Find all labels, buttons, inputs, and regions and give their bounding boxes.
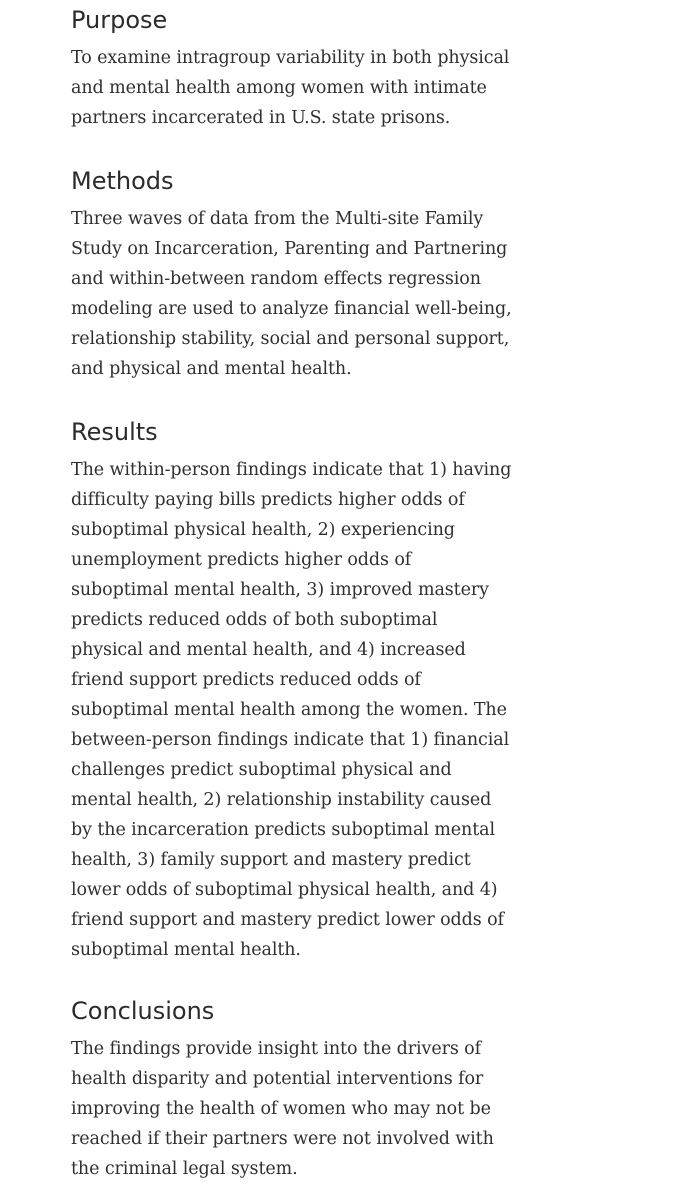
text-line: by the incarceration predicts suboptimal mental [71, 820, 495, 840]
text-line: improving the health of women who may not be [71, 1099, 491, 1119]
text-line: suboptimal physical health, 2) experiencing [71, 520, 455, 540]
text-line: To examine intragroup variability in both physical [71, 48, 510, 68]
text-line: health disparity and potential interventions for [71, 1069, 484, 1089]
text-line: modeling are used to analyze financial well-being, [71, 299, 512, 319]
text-line: physical and mental health, and 4) increased [71, 640, 466, 660]
text-line: friend support predicts reduced odds of [71, 670, 421, 690]
methods-section [71, 161, 512, 381]
text-line: health, 3) family support and mastery predict [71, 850, 471, 870]
purpose-text [71, 43, 509, 133]
text-line: suboptimal mental health among the women. The [71, 700, 507, 720]
text-line: Study on Incarceration, Parenting and Partnering [71, 239, 508, 259]
conclusions-heading: Conclusions [71, 997, 215, 1025]
purpose-heading: Purpose [71, 6, 168, 34]
text-line: partners incarcerated in U.S. state prisons. [71, 108, 451, 128]
methods-heading: Methods [71, 167, 174, 195]
text-line: relationship stability, social and personal support, [71, 329, 510, 349]
text-line: The within-person findings indicate that 1) having [71, 460, 512, 480]
text-line: and mental health among women with intimate [71, 78, 487, 98]
results-text [71, 455, 511, 965]
results-heading: Results [71, 418, 158, 446]
results-section [71, 412, 511, 962]
methods-text [71, 204, 512, 384]
text-line: suboptimal mental health, 3) improved mastery [71, 580, 489, 600]
conclusions-section [71, 991, 494, 1181]
text-line: reached if their partners were not involved with [71, 1129, 494, 1149]
text-line: between-person findings indicate that 1) financial [71, 730, 510, 750]
text-line: predicts reduced odds of both suboptimal [71, 610, 438, 630]
conclusions-text [71, 1034, 494, 1184]
purpose-section [71, 0, 509, 130]
text-line: lower odds of suboptimal physical health, and 4) [71, 880, 498, 900]
text-line: and within-between random effects regression [71, 269, 481, 289]
text-line: The findings provide insight into the drivers of [71, 1039, 481, 1059]
text-line: unemployment predicts higher odds of [71, 550, 412, 570]
text-line: difficulty paying bills predicts higher odds of [71, 490, 465, 510]
text-line: challenges predict suboptimal physical and [71, 760, 452, 780]
text-line: mental health, 2) relationship instability caused [71, 790, 492, 810]
text-line: suboptimal mental health. [71, 940, 301, 960]
text-line: and physical and mental health. [71, 359, 352, 379]
text-line: Three waves of data from the Multi-site Family [71, 209, 484, 229]
text-line: friend support and mastery predict lower odds of [71, 910, 504, 930]
text-line: the criminal legal system. [71, 1159, 298, 1179]
